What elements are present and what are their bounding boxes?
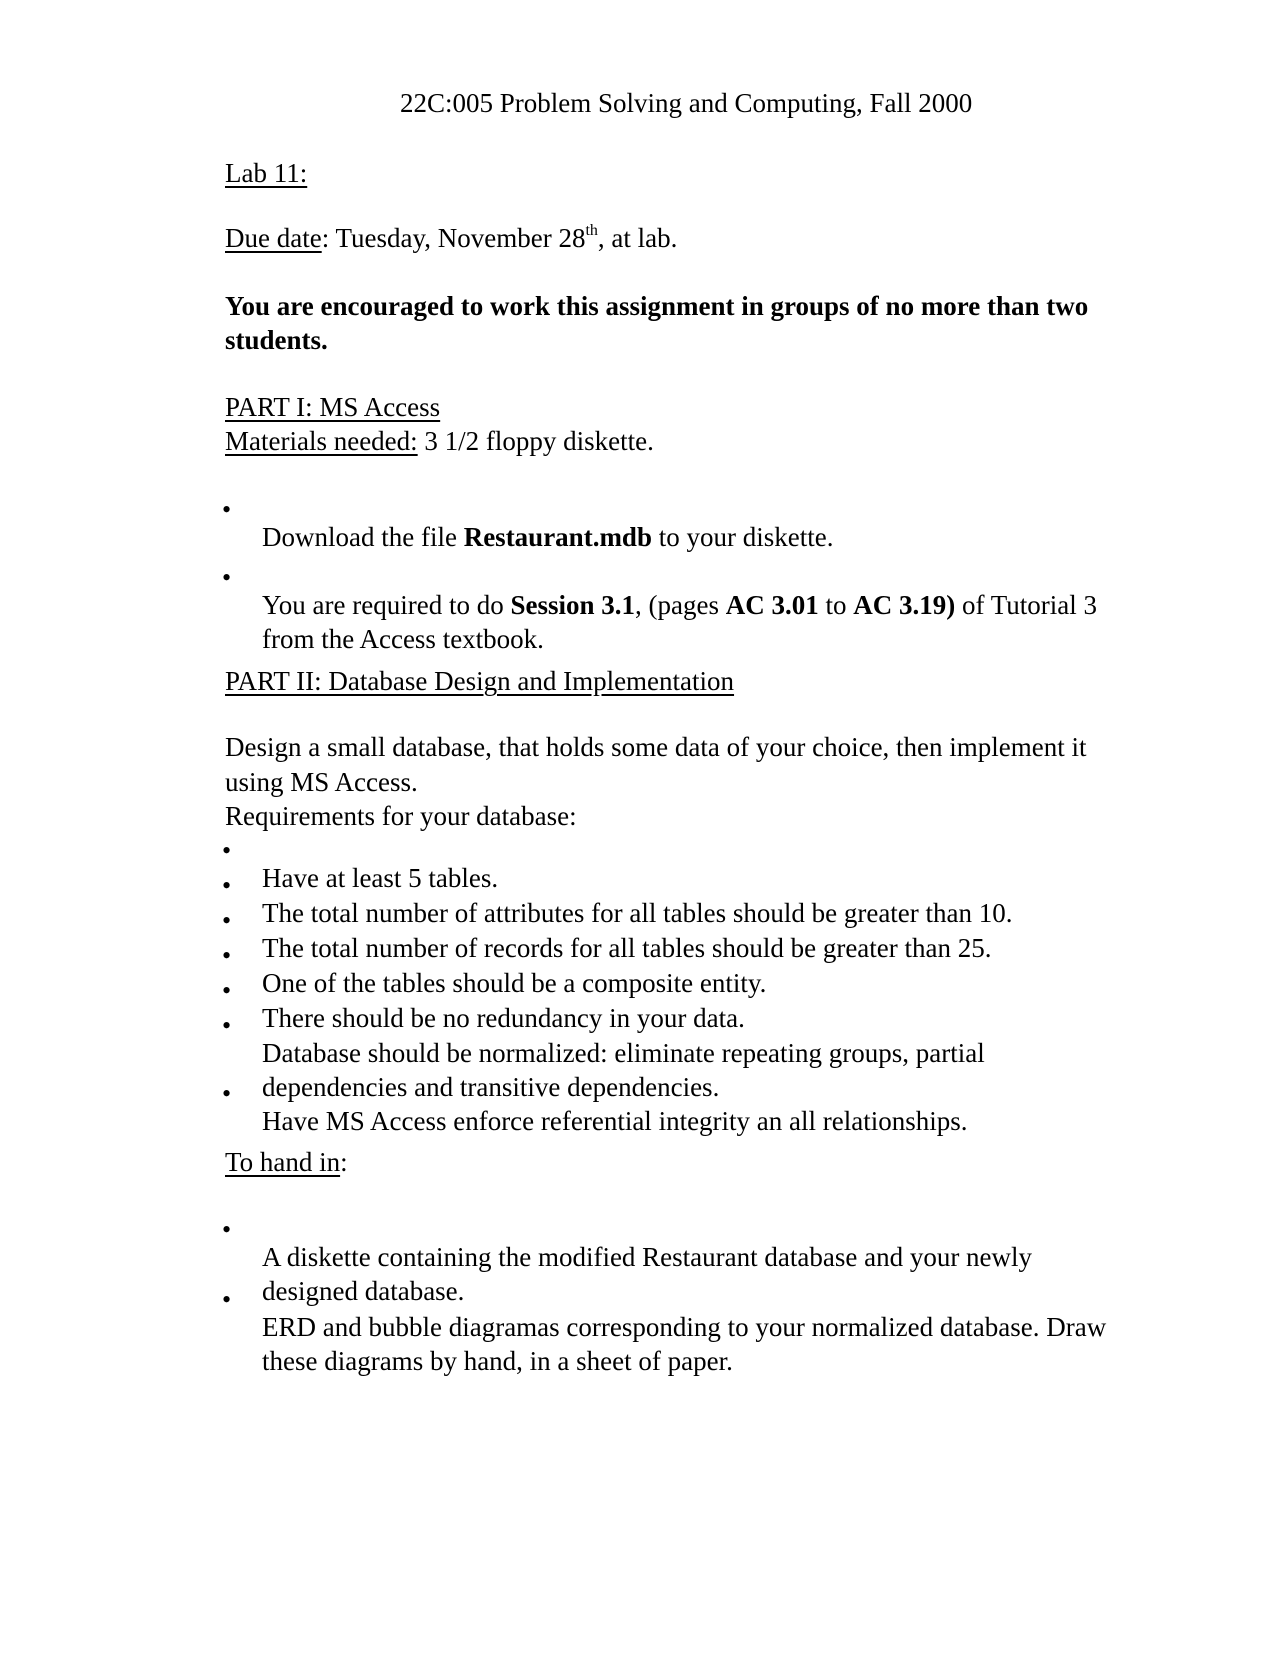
bullet-icon: • bbox=[222, 836, 232, 865]
part1-bullet-session-line2: from the Access textbook. bbox=[262, 624, 544, 654]
session-text: , (pages bbox=[635, 590, 726, 620]
handin-heading bbox=[225, 1145, 348, 1179]
materials-label: Materials needed: bbox=[225, 426, 418, 456]
requirement-item: Database should be normalized: eliminate repeating groups, partial bbox=[262, 1038, 985, 1068]
part2-intro-line1: Design a small database, that holds some data of your choice, then implement it bbox=[225, 732, 1087, 762]
part2-heading: PART II: Database Design and Implementation bbox=[225, 666, 735, 696]
due-date-text: : Tuesday, November 28 bbox=[321, 223, 586, 253]
group-note-line2: students. bbox=[225, 325, 328, 355]
bullet-icon: • bbox=[222, 941, 232, 970]
requirement-item: Have MS Access enforce referential integrity an all relationships. bbox=[262, 1106, 968, 1136]
download-text: Download the file bbox=[262, 522, 464, 552]
handin-label: To hand in bbox=[225, 1147, 341, 1177]
bullet-icon: • bbox=[222, 1079, 232, 1108]
page-start: AC 3.01 bbox=[725, 590, 819, 620]
handin-item-continuation: designed database. bbox=[262, 1276, 465, 1306]
page-end: AC 3.19) bbox=[853, 590, 956, 620]
requirements-label: Requirements for your database: bbox=[225, 801, 577, 831]
handin-colon: : bbox=[340, 1147, 348, 1177]
part1-heading: PART I: MS Access bbox=[225, 392, 441, 422]
course-title: 22C:005 Problem Solving and Computing, Fall 2000 bbox=[400, 88, 973, 118]
bullet-icon: • bbox=[222, 976, 232, 1005]
download-tail: to your diskette. bbox=[651, 522, 834, 552]
due-date-tail: , at lab. bbox=[597, 223, 678, 253]
session-text: to bbox=[818, 590, 854, 620]
handin-item-continuation: these diagrams by hand, in a sheet of paper. bbox=[262, 1346, 733, 1376]
lab-label: Lab 11: bbox=[225, 158, 308, 188]
bullet-icon: • bbox=[222, 1285, 232, 1314]
bullet-icon: • bbox=[222, 1215, 232, 1244]
bullet-icon: • bbox=[222, 1011, 232, 1040]
bullet-icon: • bbox=[222, 871, 232, 900]
materials-text: 3 1/2 floppy diskette. bbox=[417, 426, 654, 456]
bullet-icon: • bbox=[222, 906, 232, 935]
due-date-line bbox=[225, 221, 677, 255]
part1-bullet-session bbox=[262, 588, 1097, 622]
materials-line bbox=[225, 424, 654, 458]
filename: Restaurant.mdb bbox=[463, 522, 652, 552]
requirement-item: Have at least 5 tables. bbox=[262, 863, 499, 893]
requirement-item: The total number of records for all tables should be greater than 25. bbox=[262, 933, 992, 963]
handin-item: ERD and bubble diagramas corresponding to your normalized database. Draw bbox=[262, 1312, 1107, 1342]
requirement-item-continuation: dependencies and transitive dependencies. bbox=[262, 1072, 720, 1102]
part2-intro-line2: using MS Access. bbox=[225, 767, 418, 797]
group-note-line1: You are encouraged to work this assignment in groups of no more than two bbox=[225, 291, 1089, 321]
session-number: Session 3.1 bbox=[510, 590, 636, 620]
bullet-icon: • bbox=[222, 563, 232, 592]
due-date-ordinal: th bbox=[585, 222, 598, 239]
requirement-item: One of the tables should be a composite entity. bbox=[262, 968, 767, 998]
requirement-item: The total number of attributes for all tables should be greater than 10. bbox=[262, 898, 1013, 928]
handin-item: A diskette containing the modified Restaurant database and your newly bbox=[262, 1242, 1033, 1272]
requirement-item: There should be no redundancy in your data. bbox=[262, 1003, 745, 1033]
session-text: You are required to do bbox=[262, 590, 511, 620]
due-date-label: Due date bbox=[225, 223, 322, 253]
part1-bullet-download bbox=[262, 520, 833, 554]
session-text: of Tutorial 3 bbox=[955, 590, 1098, 620]
bullet-icon: • bbox=[222, 495, 232, 524]
